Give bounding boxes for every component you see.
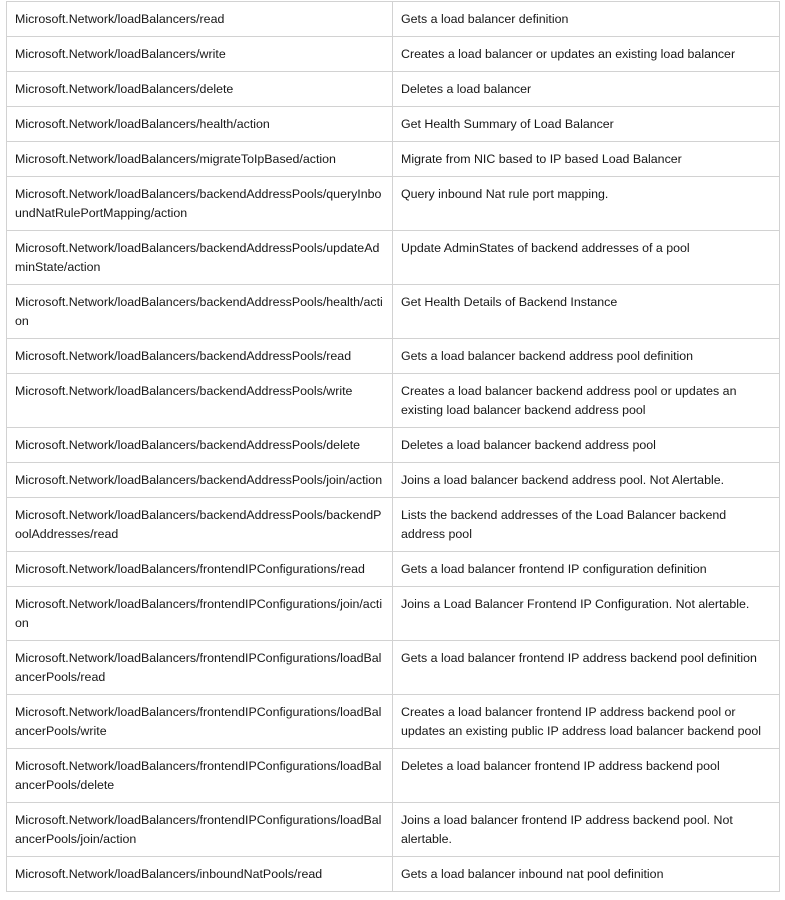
operation-cell: Microsoft.Network/loadBalancers/delete	[7, 72, 393, 107]
table-row	[7, 498, 780, 552]
operation-cell: Microsoft.Network/loadBalancers/backendAddressPools/write	[7, 374, 393, 428]
permissions-table-body	[7, 2, 780, 892]
operation-cell: Microsoft.Network/loadBalancers/frontendIPConfigurations/loadBalancerPools/delete	[7, 749, 393, 803]
description-cell: Deletes a load balancer	[393, 72, 780, 107]
description-cell: Creates a load balancer or updates an existing load balancer	[393, 37, 780, 72]
table-row	[7, 231, 780, 285]
operation-cell: Microsoft.Network/loadBalancers/backendAddressPools/updateAdminState/action	[7, 231, 393, 285]
operation-cell: Microsoft.Network/loadBalancers/frontendIPConfigurations/loadBalancerPools/write	[7, 695, 393, 749]
table-row	[7, 2, 780, 37]
description-cell: Deletes a load balancer frontend IP address backend pool	[393, 749, 780, 803]
table-row	[7, 857, 780, 892]
description-cell: Query inbound Nat rule port mapping.	[393, 177, 780, 231]
operation-cell: Microsoft.Network/loadBalancers/backendAddressPools/read	[7, 339, 393, 374]
table-row	[7, 803, 780, 857]
table-row	[7, 428, 780, 463]
description-cell: Joins a Load Balancer Frontend IP Configuration. Not alertable.	[393, 587, 780, 641]
table-row	[7, 463, 780, 498]
description-cell: Joins a load balancer frontend IP address backend pool. Not alertable.	[393, 803, 780, 857]
operation-cell: Microsoft.Network/loadBalancers/backendAddressPools/queryInboundNatRulePortMapping/action	[7, 177, 393, 231]
table-row	[7, 695, 780, 749]
description-cell: Gets a load balancer definition	[393, 2, 780, 37]
description-cell: Migrate from NIC based to IP based Load Balancer	[393, 142, 780, 177]
description-cell: Gets a load balancer frontend IP configuration definition	[393, 552, 780, 587]
table-row	[7, 641, 780, 695]
description-cell: Get Health Summary of Load Balancer	[393, 107, 780, 142]
description-cell: Joins a load balancer backend address pool. Not Alertable.	[393, 463, 780, 498]
table-row	[7, 177, 780, 231]
description-cell: Get Health Details of Backend Instance	[393, 285, 780, 339]
operation-cell: Microsoft.Network/loadBalancers/inboundNatPools/read	[7, 857, 393, 892]
table-row	[7, 587, 780, 641]
operation-cell: Microsoft.Network/loadBalancers/migrateToIpBased/action	[7, 142, 393, 177]
permissions-table	[6, 1, 780, 892]
table-row	[7, 552, 780, 587]
operation-cell: Microsoft.Network/loadBalancers/write	[7, 37, 393, 72]
table-row	[7, 374, 780, 428]
operation-cell: Microsoft.Network/loadBalancers/frontendIPConfigurations/loadBalancerPools/join/action	[7, 803, 393, 857]
operation-cell: Microsoft.Network/loadBalancers/frontendIPConfigurations/loadBalancerPools/read	[7, 641, 393, 695]
permissions-table-container	[6, 1, 779, 892]
operation-cell: Microsoft.Network/loadBalancers/read	[7, 2, 393, 37]
table-row	[7, 142, 780, 177]
description-cell: Creates a load balancer backend address pool or updates an existing load balancer backend address pool	[393, 374, 780, 428]
operation-cell: Microsoft.Network/loadBalancers/health/action	[7, 107, 393, 142]
table-row	[7, 339, 780, 374]
operation-cell: Microsoft.Network/loadBalancers/frontendIPConfigurations/join/action	[7, 587, 393, 641]
operation-cell: Microsoft.Network/loadBalancers/backendAddressPools/join/action	[7, 463, 393, 498]
description-cell: Gets a load balancer frontend IP address backend pool definition	[393, 641, 780, 695]
description-cell: Lists the backend addresses of the Load Balancer backend address pool	[393, 498, 780, 552]
description-cell: Gets a load balancer inbound nat pool definition	[393, 857, 780, 892]
description-cell: Deletes a load balancer backend address pool	[393, 428, 780, 463]
table-row	[7, 72, 780, 107]
operation-cell: Microsoft.Network/loadBalancers/backendAddressPools/backendPoolAddresses/read	[7, 498, 393, 552]
description-cell: Update AdminStates of backend addresses of a pool	[393, 231, 780, 285]
operation-cell: Microsoft.Network/loadBalancers/backendAddressPools/health/action	[7, 285, 393, 339]
operation-cell: Microsoft.Network/loadBalancers/backendAddressPools/delete	[7, 428, 393, 463]
table-row	[7, 107, 780, 142]
operation-cell: Microsoft.Network/loadBalancers/frontendIPConfigurations/read	[7, 552, 393, 587]
table-row	[7, 749, 780, 803]
table-row	[7, 285, 780, 339]
description-cell: Creates a load balancer frontend IP address backend pool or updates an existing public IP address load balancer backend pool	[393, 695, 780, 749]
description-cell: Gets a load balancer backend address pool definition	[393, 339, 780, 374]
table-row	[7, 37, 780, 72]
